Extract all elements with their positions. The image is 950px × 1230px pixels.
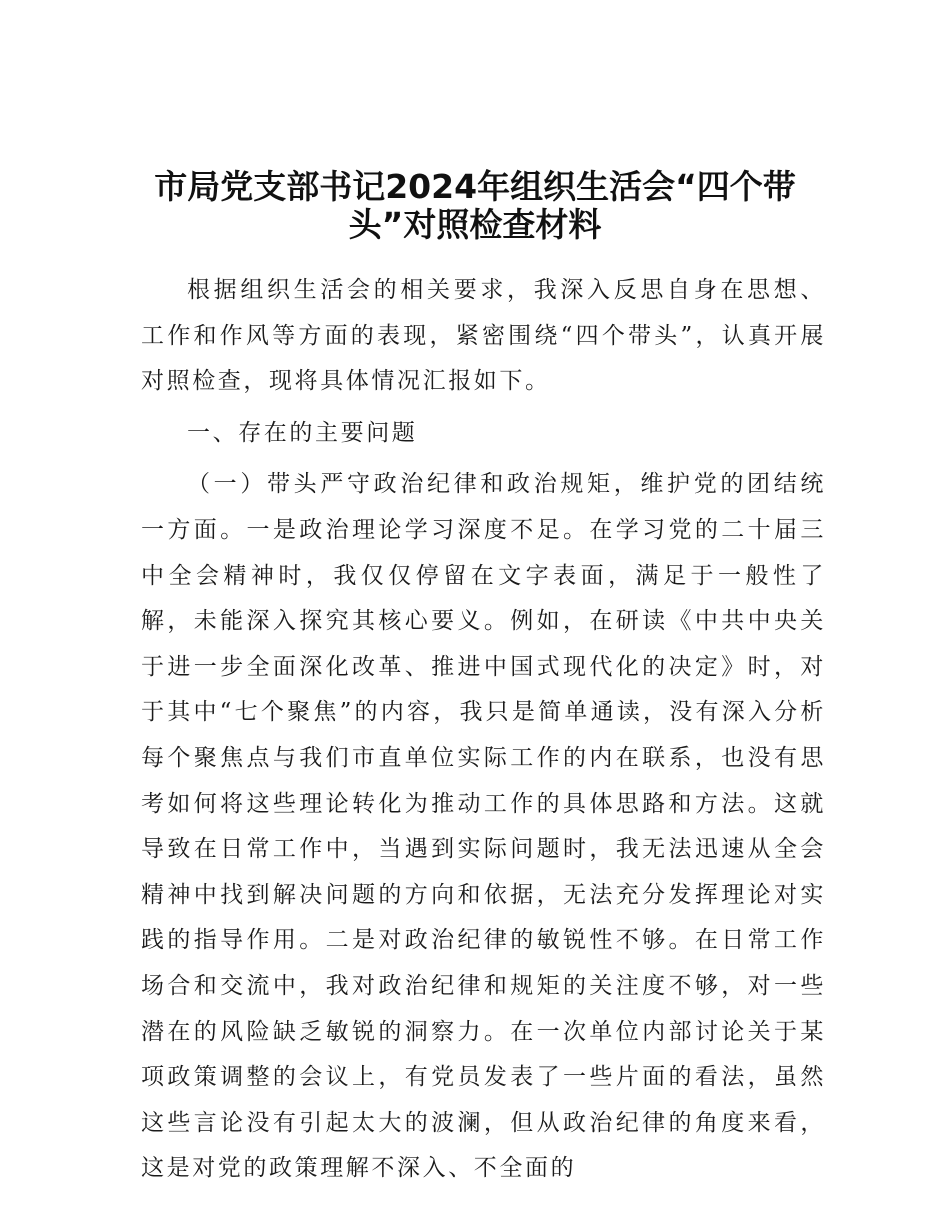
document-body (141, 268, 826, 1192)
section-heading: 一、存在的主要问题 (187, 419, 418, 446)
title-line-1: 市局党支部书记2024年组织生活会“四个带 (154, 167, 796, 206)
title-line-2: 头”对照检查材料 (348, 205, 602, 244)
body-paragraph: （一）带头严守政治纪律和政治规矩，维护党的团结统一方面。一是政治理论学习深度不足。在学习党的二十届三中全会精神时，我仅仅停留在文字表面，满足于一般性了解，未能深入探究其核心要义。例如，在研读《中共中央关于进一步全面深化改革、推进中国式现代化的决定》时，对于其中“七个聚焦”的内容，我只是简单通读，没有深入分析每个聚焦点与我们市直单位实际工作的内在联系，也没有思考如何将这些理论转化为推动工作的具体思路和方法。这就导致在日常工作中，当遇到实际问题时，我无法迅速从全会精神中找到解决问题的方向和依据，无法充分发挥理论对实践的指导作用。二是对政治纪律的敏锐性不够。在日常工作场合和交流中，我对政治纪律和规矩的关注度不够，对一些潜在的风险缺乏敏锐的洞察力。在一次单位内部讨论关于某项政策调整的会议上，有党员发表了一些片面的看法，虽然这些言论没有引起太大的波澜，但从政治纪律的角度来看，这是对党的政策理解不深入、不全面的 (141, 471, 826, 1182)
intro-paragraph: 根据组织生活会的相关要求，我深入反思自身在思想、工作和作风等方面的表现，紧密围绕“四个带头”，认真开展对照检查，现将具体情况汇报如下。 (141, 277, 826, 395)
document-title (120, 168, 830, 244)
